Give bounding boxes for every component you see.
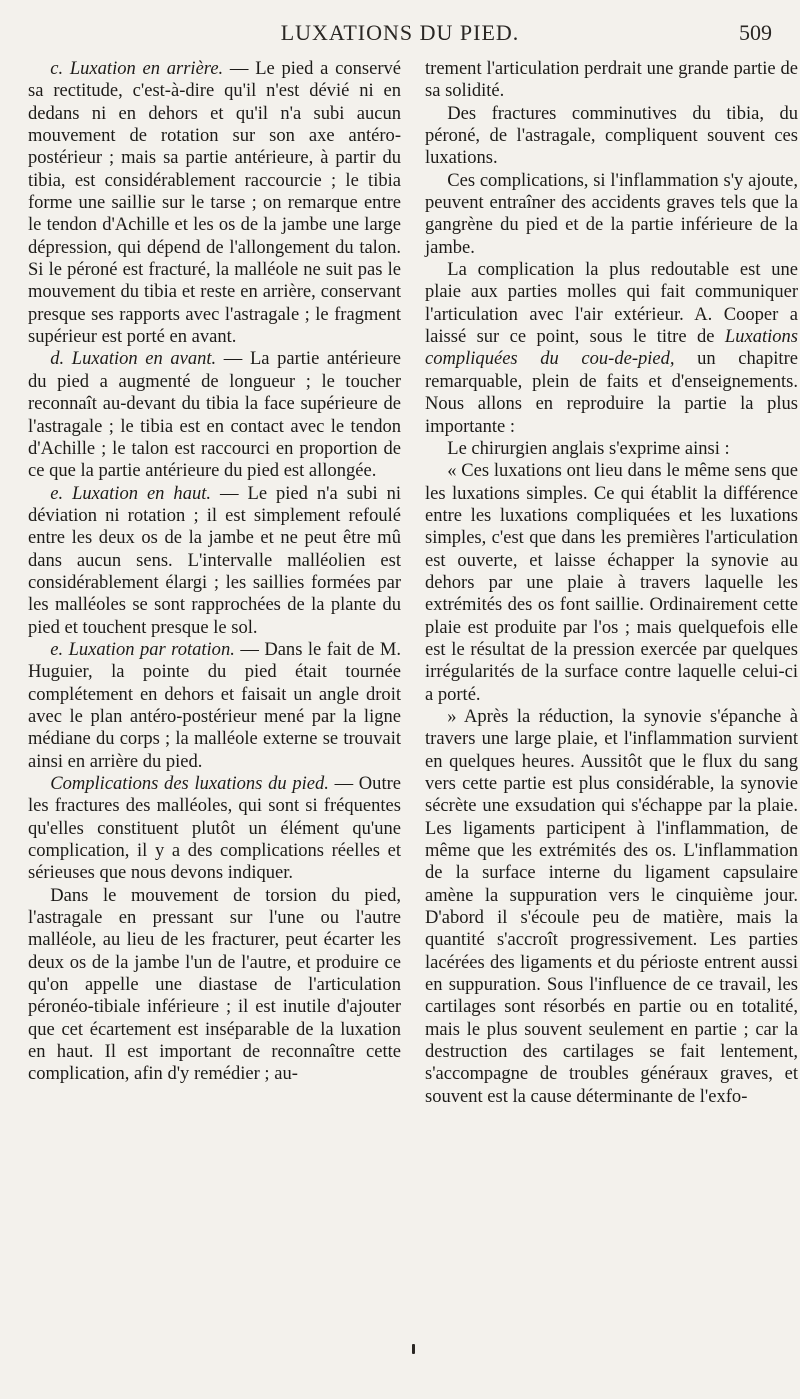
paragraph-quote-2: » Après la réduction, la synovie s'épanche à travers une large plaie, et l'inflammation survient en quelques heures. Aussitôt que le flux du sang vers cette partie est plus considérable, la synovie sécrète une exsudation qui s'échappe par la plaie. Les ligaments participent à l'inflammation, de même que les extrémités des os. L'inflammation de la surface interne du ligament capsulaire amène la suppuration vers le cinquième jour. D'abord il s'écoule peu de matière, mais la quantité s'accroît progressivement. Les parties lacérées des ligaments et du périoste entrent aussi en suppuration. Sous l'influence de ce travail, les cartilages sont résorbés en partie ou en totalité, mais le plus souvent seulement en partie ; car la destruction des cartilages se fait lentement, s'accompagne de troubles généraux graves, et souvent est la cause déterminante de l'exfo- — [425, 705, 798, 1107]
paragraph-fractures: Des fractures comminutives du tibia, du péroné, de l'astragale, compliquent souvent ces luxations. — [425, 102, 798, 169]
paragraph-luxation-avant — [28, 348, 401, 482]
paragraph-heading: e. Luxation par rotation. — [50, 638, 235, 660]
paragraph-text: — Outre les fractures des malléoles, qui sont si fréquentes qu'elles constituent plutôt un élément qu'une complication, il y a des complications réelles et sérieuses que nous devons indiquer. — [28, 773, 401, 884]
paragraph-text: — La partie antérieure du pied a augmenté de longueur ; le toucher reconnaît au-devant du tibia la face supérieure de l'astragale ; le tibia est en contact avec le tendon d'Achille ; le talon est raccourci en proportion de ce que la partie antérieure du pied est allongée. — [28, 348, 401, 482]
paragraph-text: un chapitre remarquable, plein de faits et d'enseignements. Nous allons en reproduire la partie la plus importante : — [425, 348, 798, 437]
paragraph-heading: Complications des luxations du pied. — [50, 773, 329, 794]
printer-mark — [412, 1344, 415, 1354]
left-column — [28, 58, 401, 1086]
paragraph-quote-1: « Ces luxations ont lieu dans le même sens que les luxations simples. Ce qui établit la différence entre les luxations compliquées et les luxations simples, c'est que dans les premières l'articulation est ouverte, et laisse échapper la synovie au dehors par une plaie à travers laquelle les extrémités des os font saillie. Ordinairement cette plaie est produite par l'os ; mais quelquefois elle est le résultat de la pression exercée par quelques irrégularités de la surface contre laquelle celui-ci a porté. — [425, 460, 798, 705]
paragraph-heading: e. Luxation en haut. — [50, 482, 212, 504]
paragraph-luxation-haut — [28, 483, 401, 639]
page-header — [0, 20, 800, 54]
paragraph-inflammation: Ces complications, si l'inflammation s'y ajoute, peuvent entraîner des accidents graves tels que la gangrène du pied et de la partie inférieure de la jambe. — [425, 169, 798, 258]
paragraph-heading: d. Luxation en avant. — [50, 348, 217, 370]
paragraph-text: — Le pied n'a subi ni déviation ni rotation ; il est simplement refoulé entre les deux os de la jambe et ne peut être mû dans aucun sens. L'intervalle malléolien est considérablement élargi ; les saillies formées par les malléoles se sont rapprochées de la plante du pied et touchent presque le sol. — [28, 482, 402, 638]
paragraph-text: — Le pied a conservé sa rectitude, c'est-à-dire qu'il n'est dévié ni en dedans ni en dehors et qu'il n'a subi aucun mouvement de rotation sur son axe antéro-postérieur ; mais sa partie antérieure, à partir du tibia, est considérablement raccourcie ; le tibia forme une saillie sur le tarse ; on remarque entre le tendon d'Achille et les os de la jambe une large dépression, qui dépend de l'allongement du talon. Si le péroné est fracturé, la malléole ne suit pas le mouvement du tibia et reste en arrière, conservant presque ses rapports avec l'astragale ; le fragment supérieur est porté en avant. — [28, 58, 401, 348]
book-title-reference: Luxations compliquées du cou-de-pied, — [425, 326, 798, 370]
paragraph-text: La complication la plus redoutable est une plaie aux parties molles qui fait communiquer l'articulation avec l'air extérieur. A. Cooper a laissé sur ce point, sous le titre de — [425, 259, 798, 348]
paragraph-torsion — [28, 885, 401, 1086]
page-number: 509 — [739, 20, 772, 45]
paragraph-text: Dans le mouvement de torsion du pied, l'astragale en pressant sur l'une ou l'autre malléole, au lieu de les fracturer, peut écarter les deux os de la jambe l'un de l'autre, et produire ce qu'on appelle une diastase de l'articulation péronéo-tibiale inférieure ; il est inutile d'ajouter que cet écartement est inséparable de la luxation en haut. Il est important de reconnaître cette complication, afin d'y remédier ; au- — [28, 884, 401, 1085]
right-column — [425, 58, 798, 1108]
running-title: LUXATIONS DU PIED. — [280, 20, 520, 45]
paragraph-complications — [28, 773, 401, 885]
paragraph-text: — Dans le fait de M. Huguier, la pointe du pied était tournée complétement en dehors et faisait un angle droit avec le plan antéro-postérieur mené par la ligne médiane du corps ; la malléole externe se trouvait ainsi en arrière du pied. — [28, 638, 401, 772]
paragraph-continuation: trement l'articulation perdrait une grande partie de sa solidité. — [425, 58, 798, 102]
paragraph-luxation-rotation — [28, 639, 401, 773]
paragraph-heading: c. Luxation en arrière. — [50, 58, 224, 79]
paragraph-plaie — [425, 259, 798, 438]
paragraph-luxation-arriere — [28, 58, 401, 348]
paragraph-chirurgien: Le chirurgien anglais s'exprime ainsi : — [447, 437, 730, 459]
